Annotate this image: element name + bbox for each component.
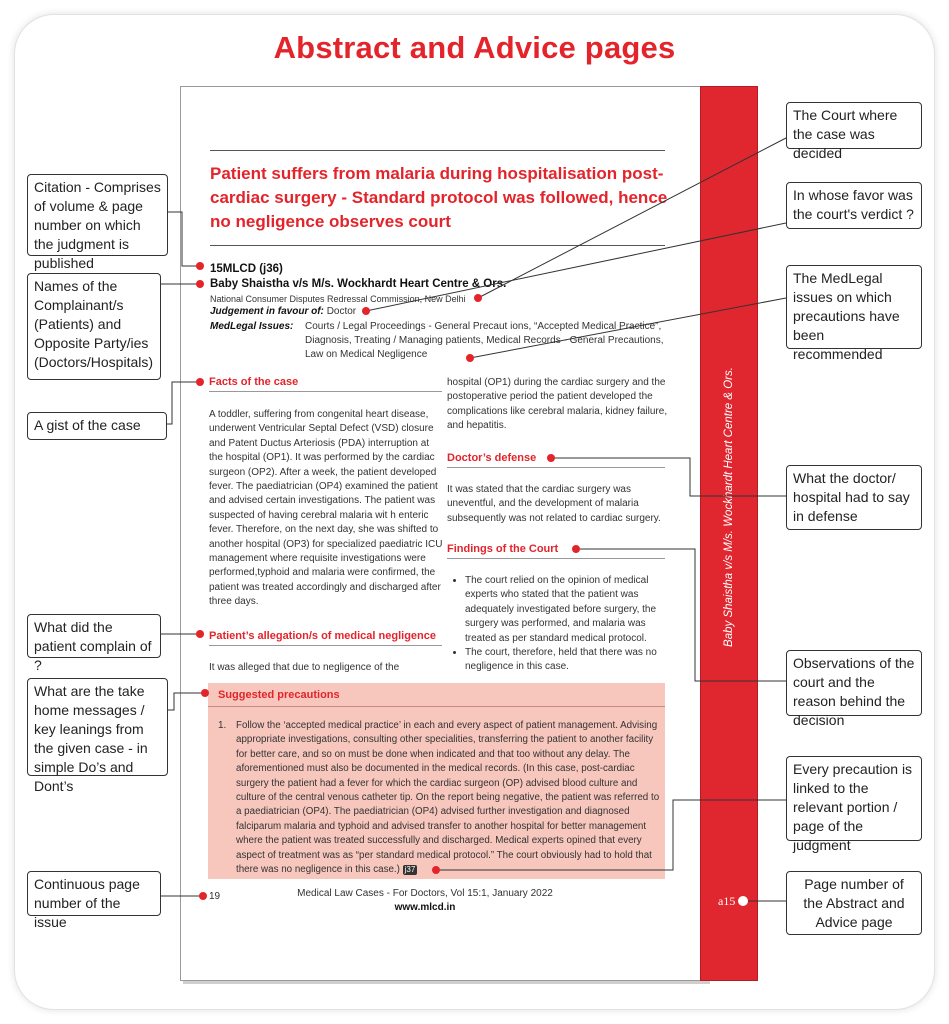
- facts-heading: Facts of the case: [209, 376, 299, 388]
- defense-text: It was stated that the cardiac surgery was uneventful, and the development of malaria subsequently was not related to cardiac surgery.: [447, 484, 661, 524]
- precaution-number: 1.: [218, 720, 227, 731]
- annotation-linked: Every precaution is linked to the relevant portion / page of the judgment: [786, 756, 922, 841]
- judgement-value: Doctor: [326, 306, 357, 317]
- abstract-page-dot: [738, 896, 748, 906]
- footer-line: Medical Law Cases - For Doctors, Vol 15:1, January 2022: [297, 888, 553, 899]
- annotation-defense: What the doctor/ hospital had to say in defense: [786, 465, 922, 530]
- case-name: Baby Shaistha v/s M/s. Wockhardt Heart Centre & Ors.: [210, 278, 507, 290]
- allegation-heading: Patient’s allegation/s of medical negligence: [209, 630, 436, 642]
- finding-item: • The court relied on the opinion of medical experts who stated that the patient was adequately investigated before surgery, the surgery was performed, and malaria was treated as per standard medical protocol.: [465, 574, 670, 646]
- annotation-court: The Court where the case was decided: [786, 102, 922, 149]
- defense-dot: [547, 454, 555, 462]
- annotation-citation: Citation - Comprises of volume & page number on which the judgment is published: [27, 174, 168, 256]
- annotation-names: Names of the Complainant/s (Patients) and Opposite Party/ies (Doctors/Hospitals): [27, 273, 161, 380]
- footer-url: www.mlcd.in: [394, 902, 456, 913]
- annotation-observations: Observations of the court and the reason behind the decision: [786, 650, 922, 716]
- precautions-dot: [201, 689, 209, 697]
- precautions-heading: Suggested precautions: [218, 689, 340, 701]
- main-title: Abstract and Advice pages: [273, 30, 676, 65]
- annotation-continuous-page: Continuous page number of the issue: [27, 871, 161, 916]
- issues-label: MedLegal Issues:: [210, 321, 294, 332]
- citation-dot: [196, 262, 204, 270]
- annotation-abstract-page: Page number of the Abstract and Advice page: [786, 871, 922, 935]
- ref-dot: [432, 866, 440, 874]
- citation: 15MLCD (j36): [210, 263, 283, 275]
- page-headline: Patient suffers from malaria during hospitalisation post-cardiac surgery - Standard protocol was followed, hence no negligence observes court: [210, 164, 668, 231]
- favor-dot: [362, 307, 370, 315]
- defense-heading: Doctor’s defense: [447, 452, 537, 464]
- annotation-issues: The MedLegal issues on which precautions have been recommended: [786, 265, 922, 349]
- annotation-favor: In whose favor was the court's verdict ?: [786, 182, 922, 229]
- precaution-body: Follow the ‘accepted medical practice’ in each and every aspect of patient management. Advising appropriate investigations, consulting other specialities, transferring the patient to another facility for better care, and so on must be done when indicated and that too without any delay. The aforementioned must also be documented in the medical records. (In this case, post-cardiac surgery the patient had a fever for which the cardiac surgeon (OP) advised blood culture and culture of the central venous catheter tip. On the report being negative, the patient was referred to a paediatrician (OP4). The paediatrician (OP4) advised further investigation and diagnosed falciparum malaria and typhoid and advised transfer to another hospital for better management where the patient was treated successfully and discharged. Medical experts opined that every aspect of treatment was as “per standard medical protocol.” The court obviously had to hold that there was no negligence in this case.): [236, 720, 660, 876]
- findings-dot: [572, 545, 580, 553]
- allegation-text: It was alleged that due to negligence of the: [209, 662, 400, 673]
- page-number-dot: [199, 892, 207, 900]
- annotation-complain: What did the patient complain of ?: [27, 614, 161, 658]
- annotation-take-home: What are the take home messages / key leanings from the given case - in simple Do’s and Dont’s: [27, 678, 168, 776]
- issues-dot: [466, 354, 474, 362]
- court-dot: [474, 294, 482, 302]
- annotation-gist: A gist of the case: [27, 412, 167, 440]
- finding-item: • The court, therefore, held that there was no negligence in this case.: [465, 646, 670, 675]
- facts-dot: [196, 378, 204, 386]
- side-band-text: Baby Shaistha v/s M/s. Wockhardt Heart Centre & Ors.: [723, 367, 735, 647]
- complain-dot: [196, 630, 204, 638]
- findings-heading: Findings of the Court: [447, 543, 559, 555]
- precaution-ref-badge[interactable]: j37: [404, 865, 416, 875]
- court-name: National Consumer Disputes Redressal Commission, New Delhi: [210, 294, 466, 304]
- abstract-page-number: a15: [718, 894, 736, 908]
- page-number: 19: [209, 891, 221, 902]
- issues-value: Courts / Legal Proceedings - General Precaut ions, “Accepted Medical Practice”, Diagnosis, Treating / Managing patients, Medical Records - General Precautions, Law on Medical Negligence: [305, 321, 664, 360]
- right-top-text: hospital (OP1) during the cardiac surgery and the postoperative period the patient developed the complications like cerebral malaria, kidney failure, and hepatitis.: [447, 377, 668, 432]
- names-dot: [196, 280, 204, 288]
- facts-text: A toddler, suffering from congenital heart disease, underwent Ventricular Septal Defect (VSD) closure and Patent Ductus Arteriosis (PDA) interruption at the hospital (OP1). It was performed by the cardiac surgeon (OP2). After a week, the patient developed fever. The paediatrician (OP4) examined the patient and advised certain investigations. The patient was suspected of having cerebral malaria wit h enteric fever. Therefore, on the next day, she was shifted to another hospital (OP3) for specialized paediatric ICU management where requisite investigations were performed,typhoid and malaria were confirmed, the patient was treated accordingly and discharged after three days.: [209, 409, 443, 608]
- judgement-label: Judgement in favour of:: [210, 306, 324, 317]
